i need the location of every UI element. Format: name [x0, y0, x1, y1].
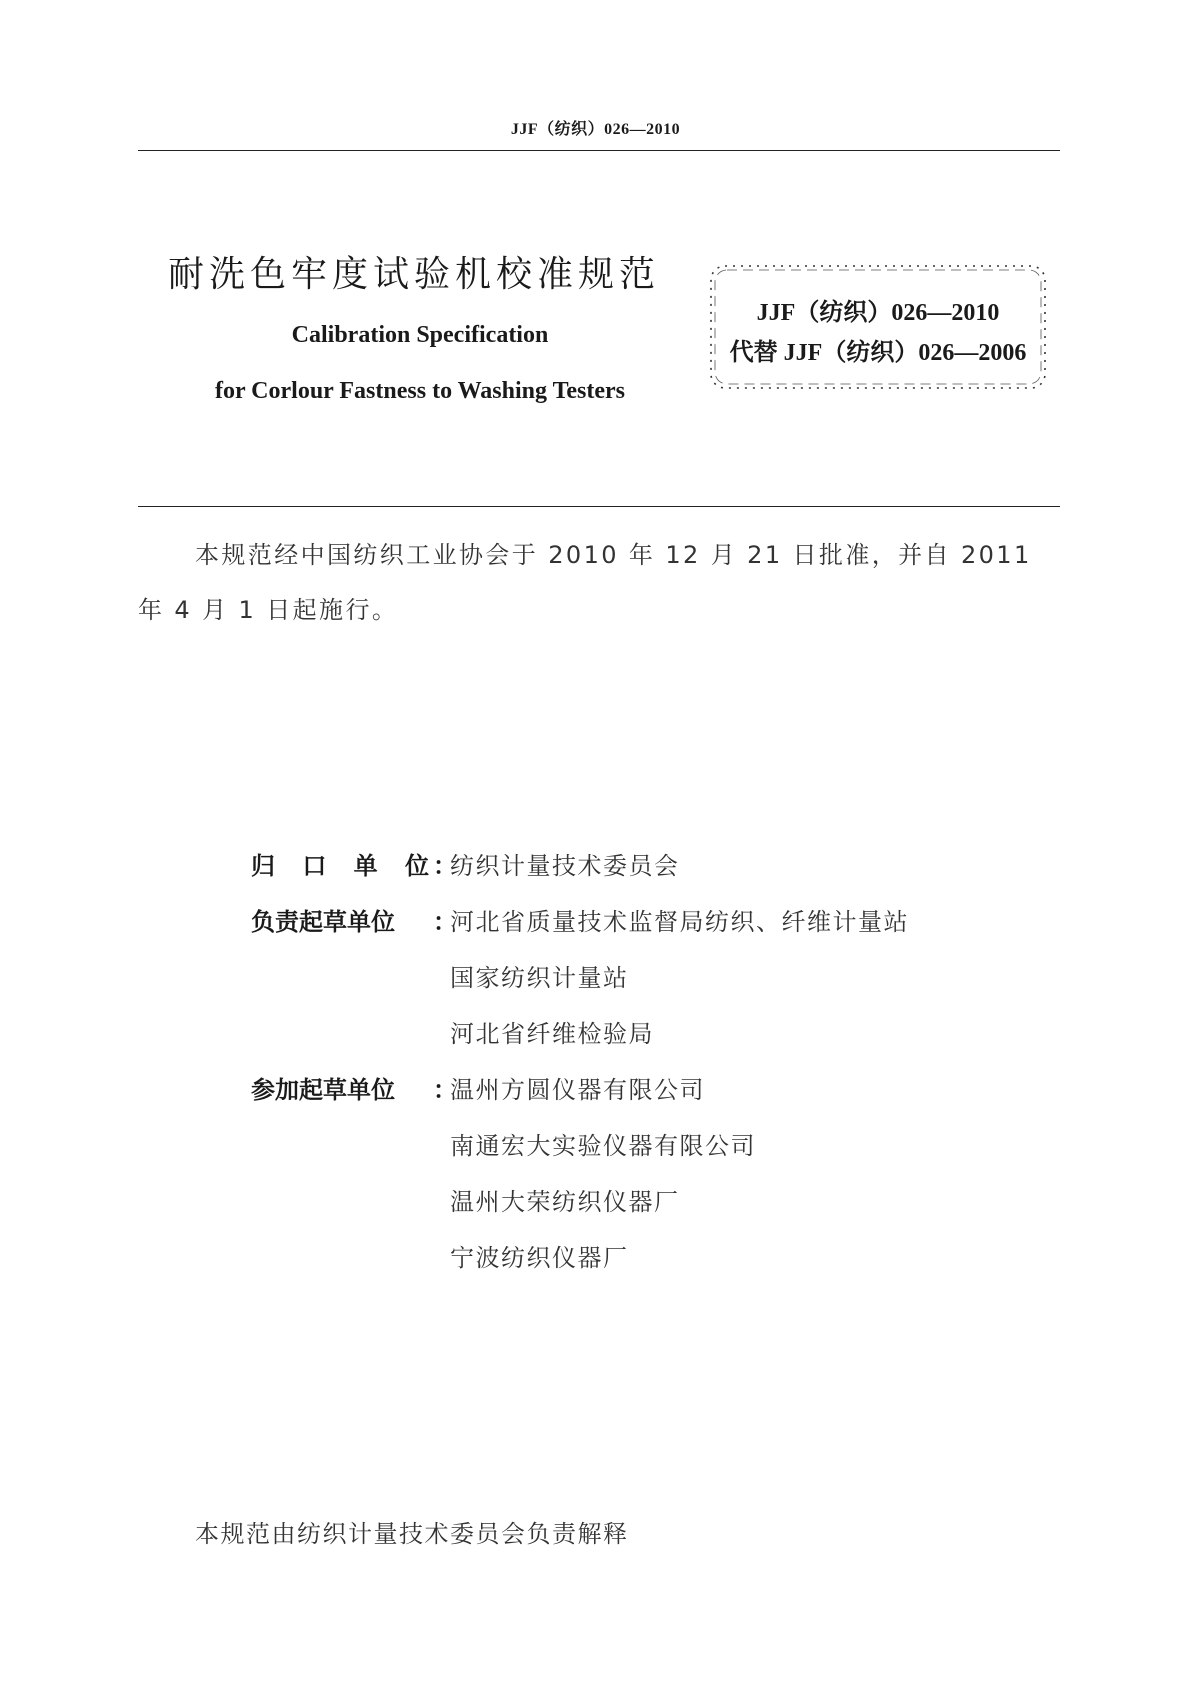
- label-colon: ：: [433, 908, 457, 936]
- drafting-unit-value: 河北省纤维检验局: [450, 1020, 654, 1048]
- label-char: 归: [251, 852, 275, 880]
- stamp-code: JJF（纺织）026—2010: [756, 300, 1000, 326]
- participating-unit-value: 温州大荣纺织仪器厂: [450, 1188, 680, 1216]
- drafting-unit-value: 河北省质量技术监督局纺织、纤维计量站: [450, 908, 909, 936]
- title-chinese: 耐洗色牢度试验机校准规范: [168, 254, 661, 295]
- title-rule: [138, 506, 1060, 507]
- title-english-line2: for Corlour Fastness to Washing Testers: [214, 378, 626, 404]
- responsible-unit-value: 纺织计量技术委员会: [450, 852, 680, 880]
- header-rule: [138, 150, 1060, 151]
- approval-paragraph: 本规范经中国纺织工业协会于 2010 年 12 月 21 日批准，并自 2011 年 4 月 1 日起施行。: [138, 541, 1032, 624]
- participating-unit-value: 宁波纺织仪器厂: [450, 1244, 629, 1272]
- interpretation-note: 本规范由纺织计量技术委员会负责解释: [195, 1520, 629, 1548]
- participating-unit-value: 南通宏大实验仪器有限公司: [450, 1132, 756, 1160]
- label-char: 位: [404, 852, 429, 880]
- label-char: 单: [353, 852, 378, 880]
- responsible-unit-label: [251, 846, 457, 881]
- drafting-unit-value: 国家纺织计量站: [450, 964, 629, 992]
- drafting-label-text: 负责起草单位: [251, 908, 395, 936]
- decorative-dotted-border: [707, 262, 1049, 392]
- standard-code-box: [707, 262, 1049, 392]
- label-colon: ：: [433, 852, 457, 880]
- drafting-unit-label: [251, 902, 457, 937]
- running-header-code: JJF（纺织）026—2010: [510, 121, 681, 138]
- participating-label-text: 参加起草单位: [251, 1076, 395, 1104]
- label-char: 口: [302, 852, 327, 880]
- stamp-replaces: 代替 JJF（纺织）026—2006: [729, 340, 1027, 366]
- title-english-line1: Calibration Specification: [291, 322, 549, 348]
- participating-unit-label: [251, 1070, 457, 1105]
- label-colon: ：: [433, 1076, 457, 1104]
- participating-unit-value: 温州方圆仪器有限公司: [450, 1076, 705, 1104]
